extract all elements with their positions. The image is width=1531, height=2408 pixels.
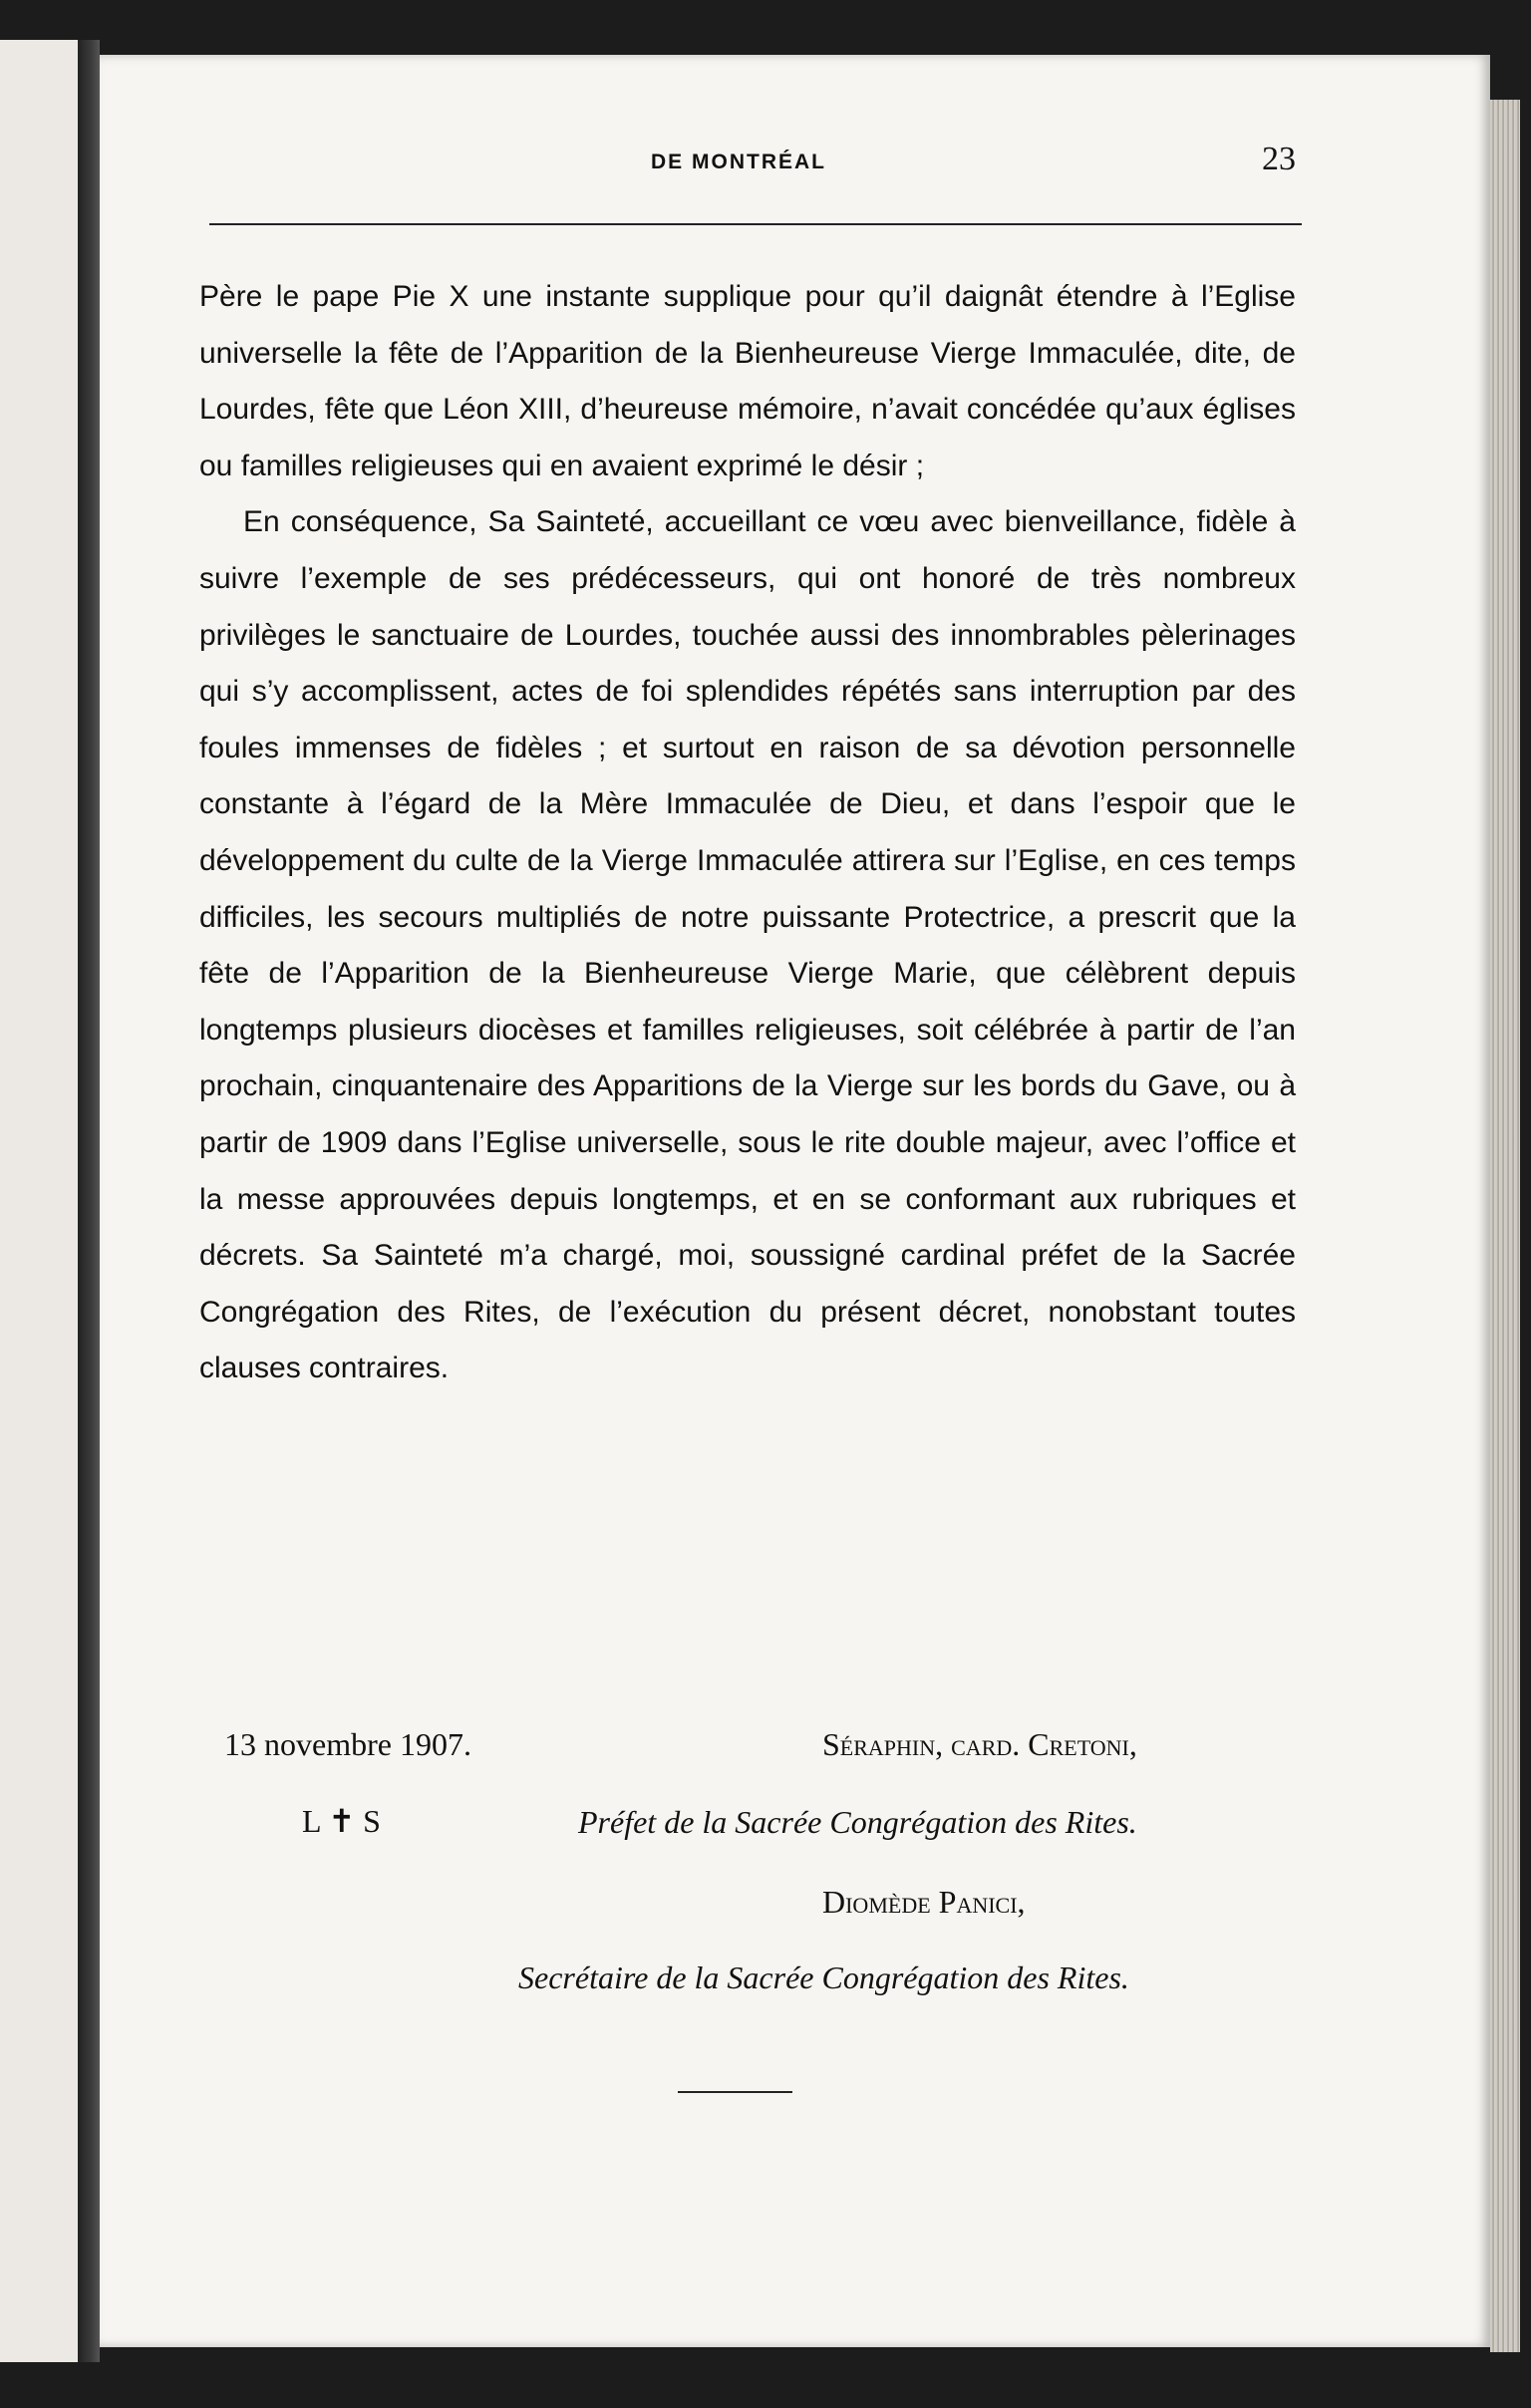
signatory-title: Préfet de la Sacrée Congrégation des Rites. [578, 1804, 1137, 1840]
seal-mark: L ✝ S [302, 1803, 381, 1839]
secretary-title: Secrétaire de la Sacrée Congrégation des Rites. [518, 1959, 1129, 1995]
paragraph-2: En conséquence, Sa Sainteté, accueillant ce vœu avec bienveillance, fidèle à suivre l’exemple de ses prédécesseurs, qui ont honoré de très nombreux privilèges le sanctuaire de Lourdes, touchée aussi des innombrables pèlerinages qui s’y accomplissent, actes de foi splendides répétés sans interruption par des foules immenses de fidèles ; et surtout en raison de sa dévotion personnelle constante à l’égard de la Mère Immaculée de Dieu, et dans l’espoir que le développement du culte de la Vierge Immaculée attirera sur l’Eglise, en ces temps difficiles, les secours multipliés de notre puissante Protectrice, a prescrit que la fête de l’Apparition de la Bienheureuse Vierge Marie, que célèbrent depuis longtemps plusieurs diocèses et familles religieuses, soit célébrée à partir de l’an prochain, cinquantenaire des Apparitions de la Vierge sur les bords du Gave, ou à partir de 1909 dans l’Eglise universelle, sous le rite double majeur, avec l’office et la messe approuvées depuis longtemps, et en se conformant aux rubriques et décrets. Sa Sainteté m’a chargé, moi, soussigné cardinal préfet de la Sacrée Congrégation des Rites, de l’exécution du présent décret, nonobstant toutes clauses contraires. [199, 505, 1296, 1385]
page-stack-edge [1490, 100, 1520, 2352]
decree-date: 13 novembre 1907. [224, 1726, 471, 1762]
secretary-name: Diomède Panici, [822, 1884, 1026, 1920]
end-rule [678, 2091, 792, 2093]
page-header [108, 95, 1304, 184]
header-rule [209, 223, 1302, 225]
paragraph-1: Père le pape Pie X une instante supplique pour qu’il daignât étendre à l’Eglise universelle la fête de l’Apparition de la Bienheureuse Vierge Immaculée, dite, de Lourdes, fête que Léon XIII, d’heureuse mémoire, n’avait concédée qu’aux églises ou familles religieuses qui en avaient exprimé le désir ; [199, 280, 1296, 482]
running-head: DE MONTRÉAL [651, 150, 826, 173]
facing-page-edge [0, 40, 78, 2362]
page-number: 23 [1262, 141, 1296, 177]
signatory-name: Séraphin, card. Cretoni, [822, 1726, 1137, 1762]
book-gutter [78, 40, 100, 2362]
decree-text [199, 269, 1296, 1397]
